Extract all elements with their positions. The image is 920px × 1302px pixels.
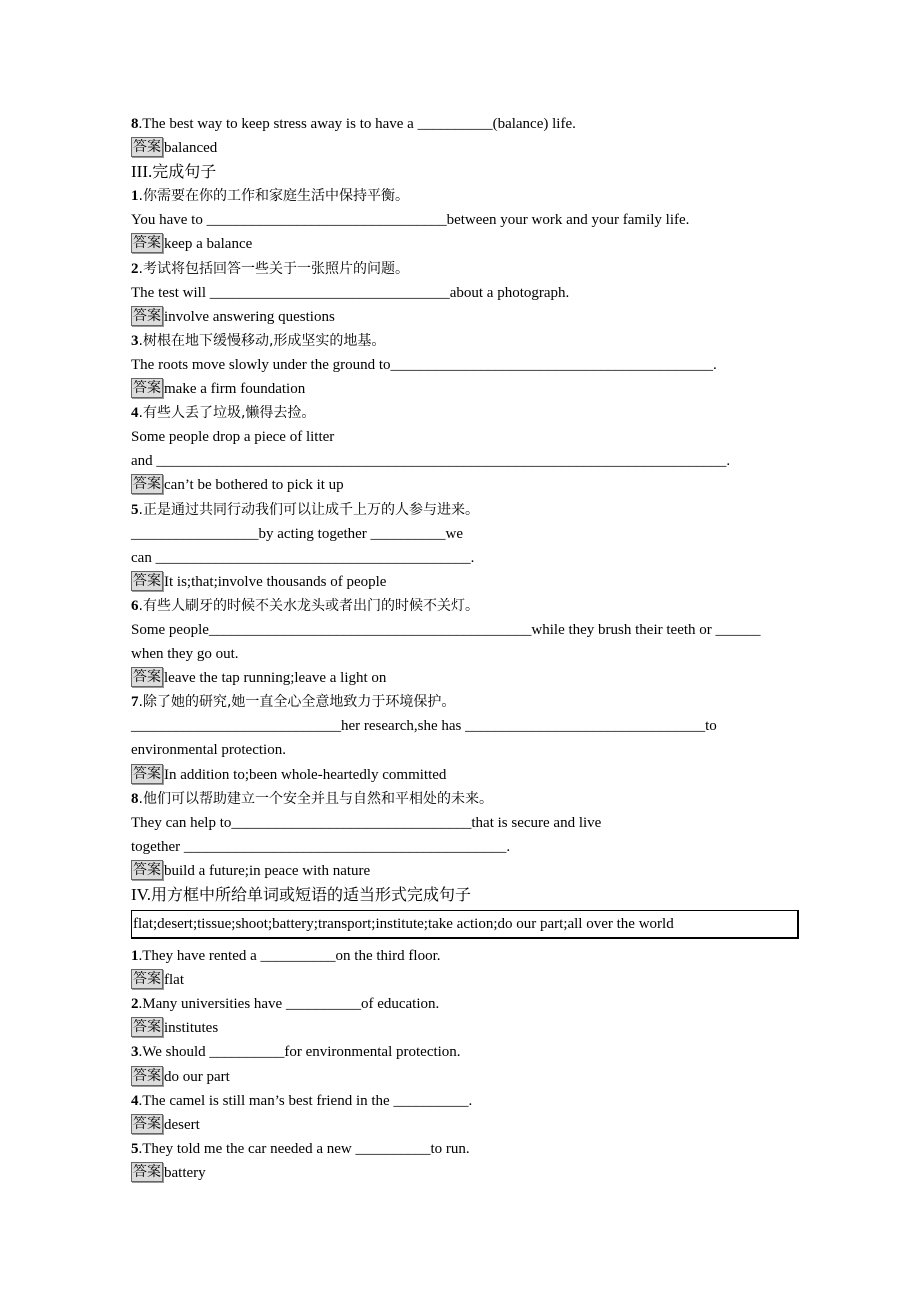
answer-line xyxy=(131,232,811,256)
english-sentence: together ___________________________________________. xyxy=(131,838,511,855)
answer-text: desert xyxy=(164,1116,200,1133)
question-item xyxy=(131,787,811,883)
answer-line xyxy=(131,1016,811,1040)
english-sentence: ____________________________her research,she has ________________________________to xyxy=(131,718,717,735)
answer-text: flat xyxy=(164,972,184,989)
answer-badge[interactable]: 答案 xyxy=(133,1115,161,1132)
section-heading-4 xyxy=(131,883,811,907)
chinese-text: .他们可以帮助建立一个安全并且与自然和平相处的未来。 xyxy=(138,790,493,807)
section-3-items xyxy=(131,184,811,883)
question-number: 7 xyxy=(131,694,139,711)
question-item xyxy=(131,1040,811,1088)
answer-badge[interactable]: 答案 xyxy=(133,1067,161,1084)
chinese-text: .考试将包括回答一些关于一张照片的问题。 xyxy=(138,260,409,277)
english-sentence: They can help to________________________________that is secure and live xyxy=(131,814,602,831)
answer-badge[interactable]: 答案 xyxy=(133,1019,161,1036)
chinese-text: .树根在地下缓慢移动,形成坚实的地基。 xyxy=(138,332,386,349)
question-item xyxy=(131,690,811,786)
chinese-text: .有些人刷牙的时候不关水龙头或者出门的时候不关灯。 xyxy=(138,597,479,614)
answer-text: build a future;in peace with nature xyxy=(164,862,371,879)
exercise-content xyxy=(131,112,811,1185)
answer-text: battery xyxy=(164,1164,206,1181)
question-number: 5 xyxy=(131,501,139,518)
answer-badge[interactable]: 答案 xyxy=(133,765,161,782)
chinese-text: .有些人丢了垃圾,懒得去捡。 xyxy=(138,405,316,422)
question-item xyxy=(131,594,811,690)
english-sentence: when they go out. xyxy=(131,646,239,663)
answer-line xyxy=(131,377,811,401)
answer-line xyxy=(131,859,811,883)
chinese-prompt xyxy=(131,594,811,618)
question-number: 6 xyxy=(131,597,139,614)
question-text: .They told me the car needed a new __________to run. xyxy=(138,1140,470,1157)
english-sentence: _________________by acting together __________we xyxy=(131,525,464,542)
chinese-prompt xyxy=(131,498,811,522)
question-item xyxy=(131,944,811,992)
answer-badge[interactable]: 答案 xyxy=(133,1163,161,1180)
answer-text: involve answering questions xyxy=(164,308,335,325)
question-number: 5 xyxy=(131,1140,139,1157)
answer-line xyxy=(131,136,811,160)
answer-badge[interactable]: 答案 xyxy=(133,861,161,878)
question-number: 8 xyxy=(131,116,139,132)
question-sentence xyxy=(131,1040,811,1064)
question-sentence xyxy=(131,944,811,968)
question-item xyxy=(131,257,811,329)
answer-text: It is;that;involve thousands of people xyxy=(164,573,387,590)
english-sentence: Some people drop a piece of litter xyxy=(131,429,335,446)
question-number: 1 xyxy=(131,948,139,965)
question-text: .The camel is still man’s best friend in the __________. xyxy=(138,1092,473,1109)
word-box: flat;desert;tissue;shoot;battery;transport;institute;take action;do our part;all over the world xyxy=(131,910,799,939)
question-text: .They have rented a __________on the third floor. xyxy=(138,948,441,965)
answer-text: leave the tap running;leave a light on xyxy=(164,670,387,687)
question-text: .The best way to keep stress away is to have a __________(balance) life. xyxy=(138,116,576,132)
answer-text: In addition to;been whole-heartedly committed xyxy=(164,766,447,783)
chinese-text: .除了她的研究,她一直全心全意地致力于环境保护。 xyxy=(138,694,456,711)
chinese-prompt xyxy=(131,787,811,811)
answer-badge[interactable]: 答案 xyxy=(133,971,161,988)
answer-badge[interactable]: 答案 xyxy=(133,139,161,156)
english-sentence: The test will ________________________________about a photograph. xyxy=(131,284,570,301)
english-sentence: The roots move slowly under the ground to___________________________________________. xyxy=(131,356,717,373)
section-heading-3 xyxy=(131,160,811,184)
question-item xyxy=(131,498,811,594)
question-item xyxy=(131,1137,811,1185)
english-sentence: environmental protection. xyxy=(131,742,286,759)
question-text: .We should __________for environmental protection. xyxy=(138,1044,461,1061)
answer-badge[interactable]: 答案 xyxy=(133,380,161,397)
question-item xyxy=(131,184,811,256)
question-number: 4 xyxy=(131,405,139,422)
english-sentence: Some people___________________________________________while they brush their teeth or ______ xyxy=(131,621,761,638)
answer-text: do our part xyxy=(164,1068,230,1085)
answer-badge[interactable]: 答案 xyxy=(133,235,161,252)
chinese-text: .正是通过共同行动我们可以让成千上万的人参与进来。 xyxy=(138,501,479,518)
question-prev-8 xyxy=(131,112,811,136)
chinese-prompt xyxy=(131,690,811,714)
answer-line xyxy=(131,968,811,992)
question-number: 2 xyxy=(131,996,139,1013)
question-item xyxy=(131,329,811,401)
chinese-prompt xyxy=(131,329,811,353)
answer-text: make a firm foundation xyxy=(164,381,306,398)
section-number: III. xyxy=(131,162,153,182)
question-sentence xyxy=(131,992,811,1016)
english-sentence: and ____________________________________________________________________________. xyxy=(131,453,731,470)
answer-line xyxy=(131,1065,811,1089)
chinese-prompt xyxy=(131,257,811,281)
answer-text: institutes xyxy=(164,1020,219,1037)
question-text: .Many universities have __________of education. xyxy=(138,996,440,1013)
question-sentence xyxy=(131,1089,811,1113)
answer-line xyxy=(131,570,811,594)
question-item xyxy=(131,401,811,497)
chinese-text: .你需要在你的工作和家庭生活中保持平衡。 xyxy=(138,188,409,205)
question-item xyxy=(131,992,811,1040)
answer-badge[interactable]: 答案 xyxy=(133,307,161,324)
section-number: IV. xyxy=(131,885,151,904)
answer-line xyxy=(131,666,811,690)
question-number: 4 xyxy=(131,1092,139,1109)
answer-line xyxy=(131,473,811,497)
chinese-prompt xyxy=(131,401,811,425)
question-number: 3 xyxy=(131,332,139,349)
answer-text: balanced xyxy=(164,140,218,157)
question-item xyxy=(131,1089,811,1137)
english-sentence: You have to ________________________________between your work and your family life. xyxy=(131,212,690,229)
answer-badge[interactable]: 答案 xyxy=(133,669,161,686)
question-number: 1 xyxy=(131,188,139,205)
answer-line xyxy=(131,763,811,787)
question-sentence xyxy=(131,1137,811,1161)
answer-line xyxy=(131,1161,811,1185)
answer-badge[interactable]: 答案 xyxy=(133,572,161,589)
question-number: 2 xyxy=(131,260,139,277)
section-title: 用方框中所给单词或短语的适当形式完成句子 xyxy=(151,885,472,904)
answer-badge[interactable]: 答案 xyxy=(133,476,161,493)
answer-line xyxy=(131,1113,811,1137)
question-number: 3 xyxy=(131,1044,139,1061)
answer-text: keep a balance xyxy=(164,236,253,253)
answer-text: can’t be bothered to pick it up xyxy=(164,477,344,494)
section-title: 完成句子 xyxy=(152,162,217,182)
section-4-items xyxy=(131,944,811,1185)
english-sentence: can __________________________________________. xyxy=(131,549,475,566)
question-number: 8 xyxy=(131,790,139,807)
answer-line xyxy=(131,305,811,329)
chinese-prompt xyxy=(131,184,811,208)
